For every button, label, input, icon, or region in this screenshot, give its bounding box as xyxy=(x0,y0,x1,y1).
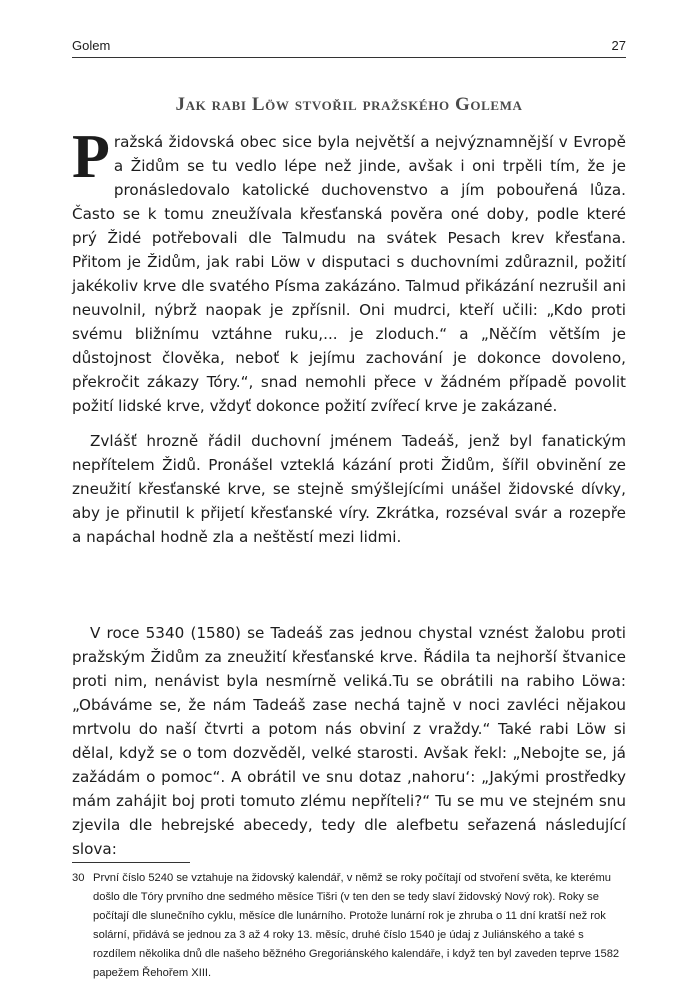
paragraph-1 xyxy=(72,123,626,418)
page-number: 27 xyxy=(611,38,626,53)
paragraph-2-text: Zvlášť hrozně řádil duchovní jménem Tadeáš, jenž byl fanatickým nepřítelem Židů. Pronášel vzteklá kázání proti Židům, šířil obvinění ze zneužití křesťanské krve, se stejně smýšlejícími unášel židovské dívky, aby je přinutil k přijetí křesťanské víry. Zkrátka, rozséval svár a rozepře a napáchal hodně zla a neštěstí mezi lidmi. xyxy=(72,432,626,546)
footnote-divider xyxy=(72,862,190,863)
footnote-text: První číslo 5240 se vztahuje na židovský kalendář, v němž se roky počítají od stvoření světa, ke kterému došlo dle Tóry prvního dne sedmého měsíce Tišri (v ten den se tedy slaví židovský Nový rok). Roky se počítají dle slunečního cyklu, měsíce dle lunárního. Protože lunární rok je zhruba o 11 dní kratší než rok solární, přidává se jednou za 3 až 4 roky 13. měsíc, druhé číslo 1540 je údaj z Juliánského a také s rozdílem několika dnů dle našeho běžného Gregoriánského kalendáře, i když ten byl zaveden teprve 1582 papežem Řehořem XIII. xyxy=(93,872,620,979)
paragraph-3-text: V roce 5340 (1580) se Tadeáš zas jednou chystal vznést žalobu proti pražským Židům za zneužití křesťanské krve. Řádila ta nejhorší štvanice proti nim, nenávist byla nesmírně veliká.Tu se obrátili na rabiho Löwa: „Obáváme se, že nám Tadeáš zase nechá tajně v noci zavléci nějakou mrtvolu do naší čtvrti a potom nás obviní z vraždy.“ Také rabi Löw si dělal, když se o tom dozvěděl, velké starosti. Avšak řekl: „Nebojte se, já zažádám o pomoc“. A obrátil ve snu dotaz ‚nahoru‘: „Jakými prostředky mám zahájit boj proti tomuto zlému nepříteli?“ Tu se mu ve stejném snu zjevila dle hebrejské abecedy, tedy dle alefbetu seřazená následující slova: xyxy=(72,624,626,858)
paragraph-2 xyxy=(72,429,626,549)
running-header xyxy=(72,38,626,58)
chapter-title: Jak rabi Löw stvořil pražského Golema xyxy=(175,94,523,115)
footnote xyxy=(72,869,626,983)
footnote-number: 30 xyxy=(72,872,85,884)
paragraph-3 xyxy=(72,621,626,861)
paragraph-1-text: ražská židovská obec sice byla největší a nejvýznamnější v Evropě a Židům se tu vedlo lépe než jinde, avšak i oni trpěli tím, že je pronásledovalo katolické duchovenstvo a jím pobouřená lůza. Často se k tomu zneužívala křesťanská pověra oné doby, podle které prý Židé potřebovali dle Talmudu na svátek Pesach krev křesťana. Přitom je Židům, jak rabi Löw v disputaci s duchovními zdůraznil, požití jakékoliv krve dle svatého Písma zakázáno. Talmud přikázání nezrušil ani neuvolnil, nýbrž naopak je zpřísnil. Oni mudrci, kteří učili: „Kdo proti svému bližnímu vztáhne ruku,... je zloduch.“ a „Něčím větším je důstojnost člověka, neboť k jejímu zachování je dokonce dovoleno, překročit zákazy Tóry.“, snad nemohli přece v žádném případě povolit požití lidské krve, vždyť dokonce požití zvířecí krve je zakázané. xyxy=(72,133,626,415)
drop-cap: P xyxy=(72,123,110,191)
running-title: Golem xyxy=(72,38,111,53)
